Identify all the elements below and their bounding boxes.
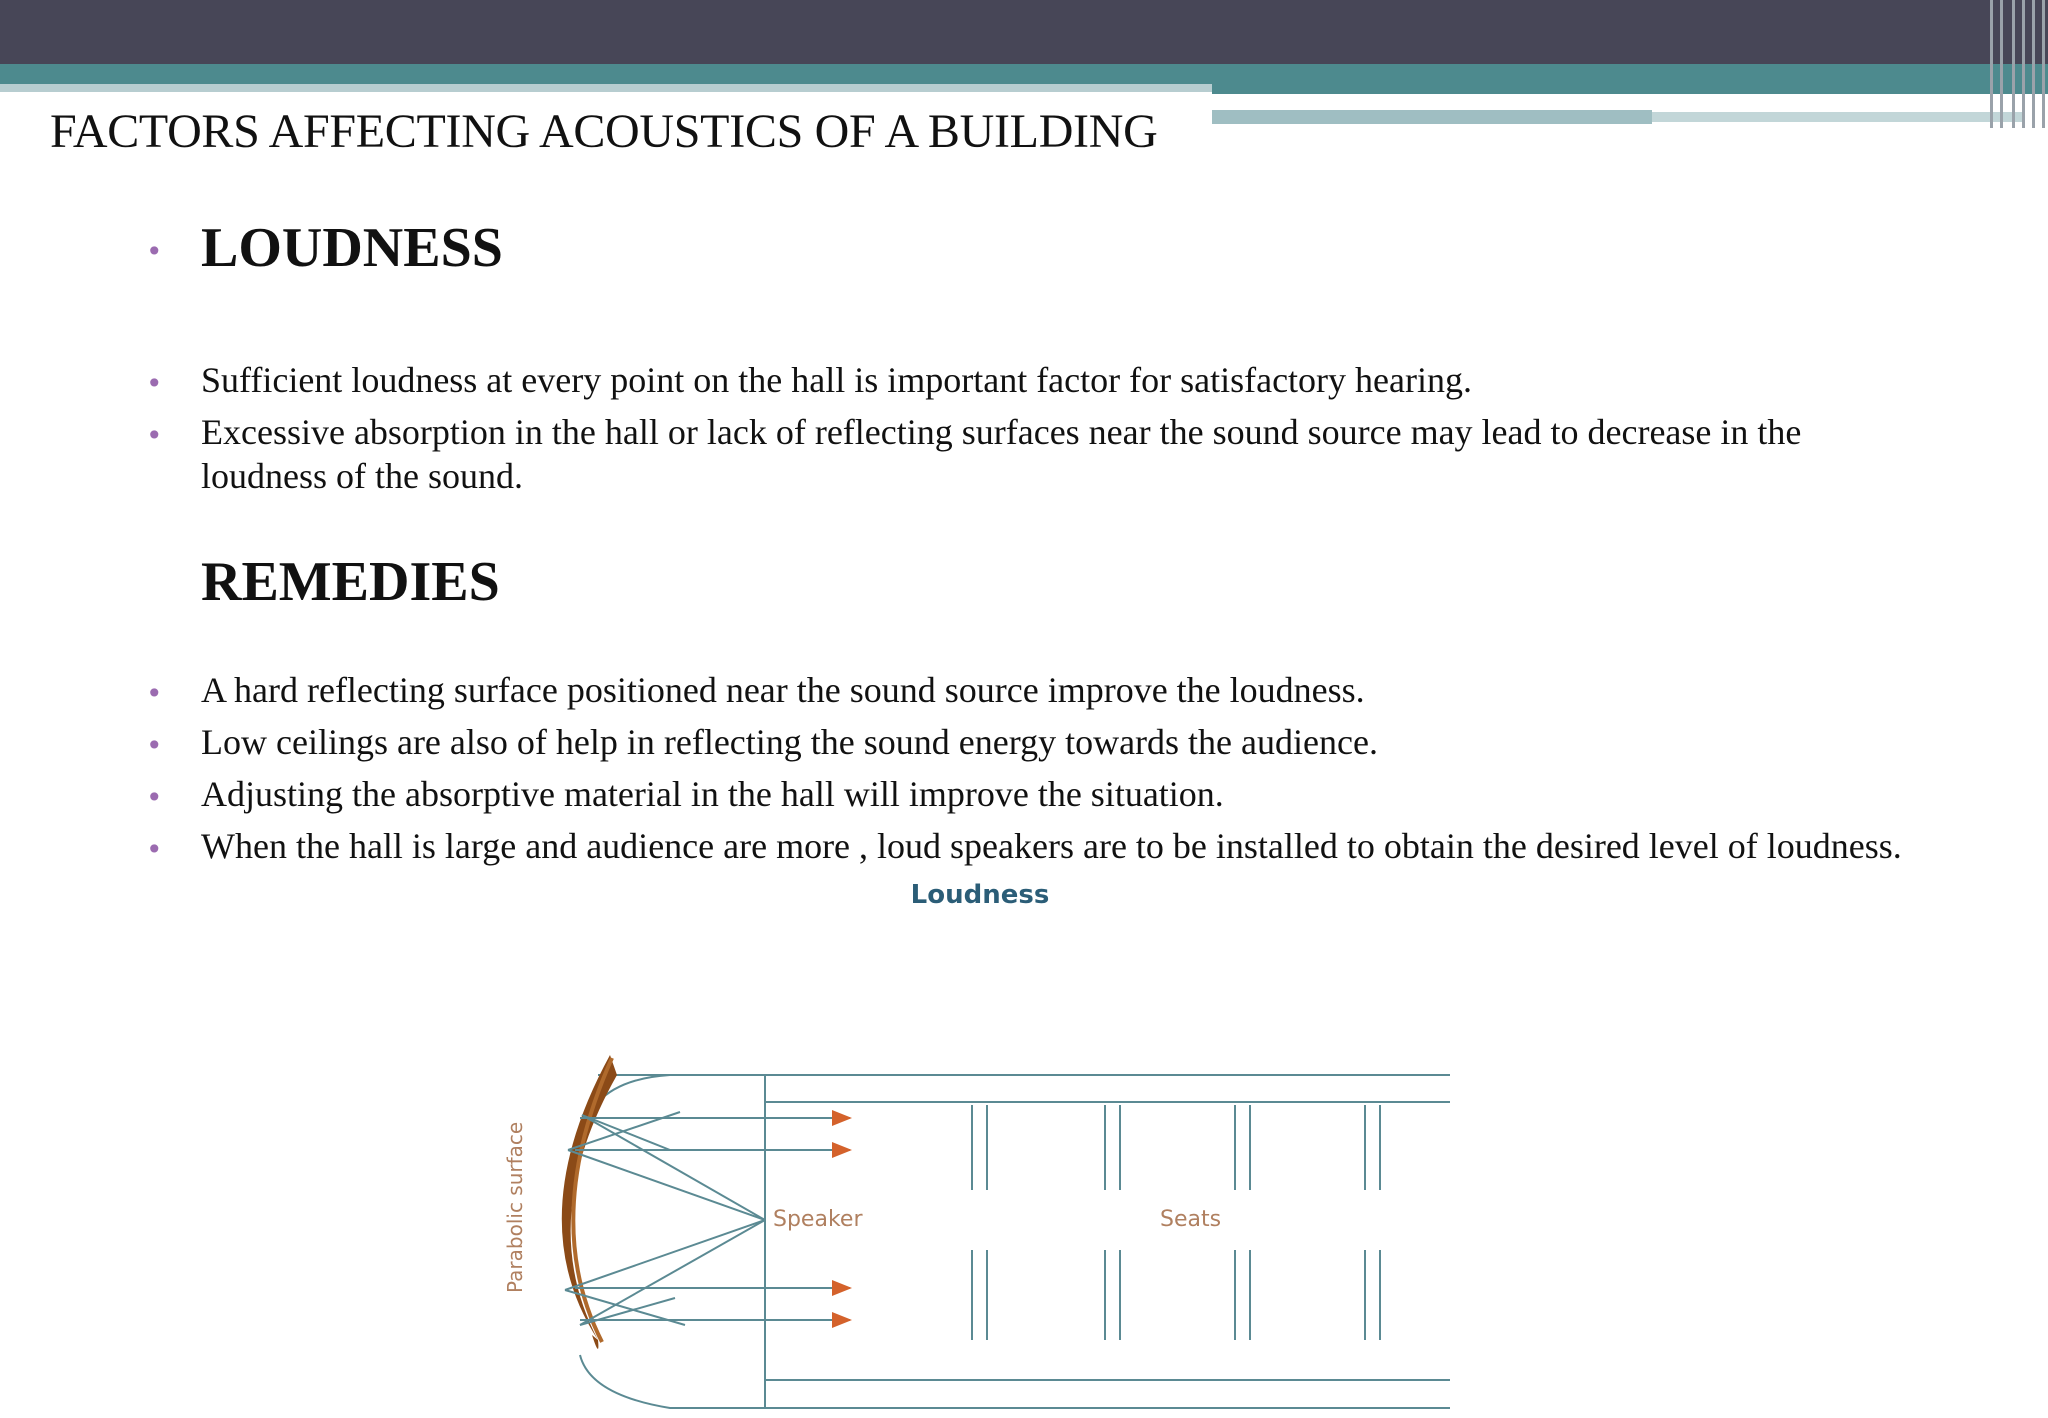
- bullet-marker: •: [146, 235, 163, 268]
- list-item: When the hall is large and audience are more , loud speakers are to be installed to obtain the desired level of loudness.: [201, 826, 1902, 866]
- bullet-marker: •: [146, 367, 163, 400]
- header-stripe: [1212, 102, 2022, 106]
- bullet-marker: •: [146, 677, 163, 710]
- header-stripe: [1212, 110, 1652, 124]
- label-parabolic-surface: Parabolic surface: [503, 1121, 527, 1293]
- diagram-title: Loudness: [910, 880, 1050, 910]
- bullet-marker: •: [146, 781, 163, 814]
- section-heading-loudness: LOUDNESS: [201, 217, 503, 279]
- list-item: Adjusting the absorptive material in the hall will improve the situation.: [201, 774, 1224, 814]
- bullet-marker: •: [146, 833, 163, 866]
- slide-title: FACTORS AFFECTING ACOUSTICS OF A BUILDING: [50, 105, 1158, 158]
- label-seats: Seats: [1160, 1207, 1222, 1232]
- header-band-dark: [0, 0, 2048, 66]
- parabolic-reflector: [562, 1055, 617, 1349]
- loudness-diagram: [480, 880, 1480, 1410]
- header-edge-lines: [1986, 0, 2048, 128]
- section-heading-remedies: REMEDIES: [201, 551, 500, 613]
- list-item: Low ceilings are also of help in reflecting the sound energy towards the audience.: [201, 722, 1378, 762]
- hall-outline: [580, 1075, 1450, 1408]
- bullet-marker: •: [146, 729, 163, 762]
- label-speaker: Speaker: [773, 1207, 863, 1232]
- list-item: A hard reflecting surface positioned near the sound source improve the loudness.: [201, 670, 1365, 710]
- sound-rays: [565, 1112, 765, 1325]
- list-item: Excessive absorption in the hall or lack of reflecting surfaces near the sound source may lead to decrease in the loudness of the sound.: [201, 412, 1802, 496]
- list-item: Sufficient loudness at every point on the hall is important factor for satisfactory hearing.: [201, 360, 1472, 400]
- header-stripe: [1652, 112, 2022, 122]
- diagram-figure: [480, 880, 1480, 1410]
- bullet-marker: •: [146, 419, 163, 452]
